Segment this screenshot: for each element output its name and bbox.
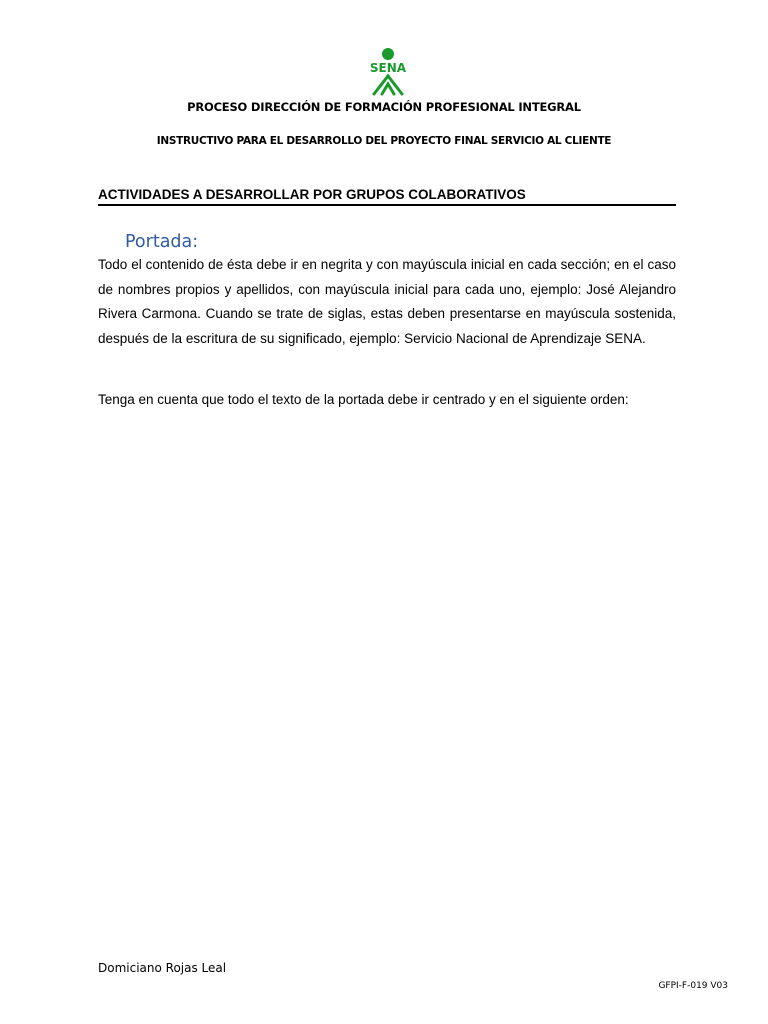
svg-text:SENA: SENA xyxy=(369,61,407,75)
instructivo-title: INSTRUCTIVO PARA EL DESARROLLO DEL PROYECTO FINAL SERVICIO AL CLIENTE xyxy=(156,135,612,147)
sena-logo xyxy=(362,46,414,96)
subheading-portada: Portada: xyxy=(125,232,199,252)
paragraph-portada-content: Todo el contenido de ésta debe ir en negrita y con mayúscula inicial en cada sección; en el caso de nombres propios y apellidos, con mayúscula inicial para cada uno, ejemplo: José Alejandro Rivera Carmona. Cuando se trate de siglas, estas deben presentarse en mayúscula sostenida, después de la escritura de su significado, ejemplo: Servicio Nacional de Aprendizaje SENA. xyxy=(98,257,676,346)
section-title: ACTIVIDADES A DESARROLLAR POR GRUPOS COLABORATIVOS xyxy=(98,187,676,206)
paragraph-portada-order: Tenga en cuenta que todo el texto de la portada debe ir centrado y en el siguiente orden: xyxy=(98,392,629,407)
process-title: PROCESO DIRECCIÓN DE FORMACIÓN PROFESIONAL INTEGRAL xyxy=(187,100,581,114)
footer-document-code: GFPI-F-019 V03 xyxy=(658,981,728,991)
footer-author: Domiciano Rojas Leal xyxy=(98,961,227,975)
